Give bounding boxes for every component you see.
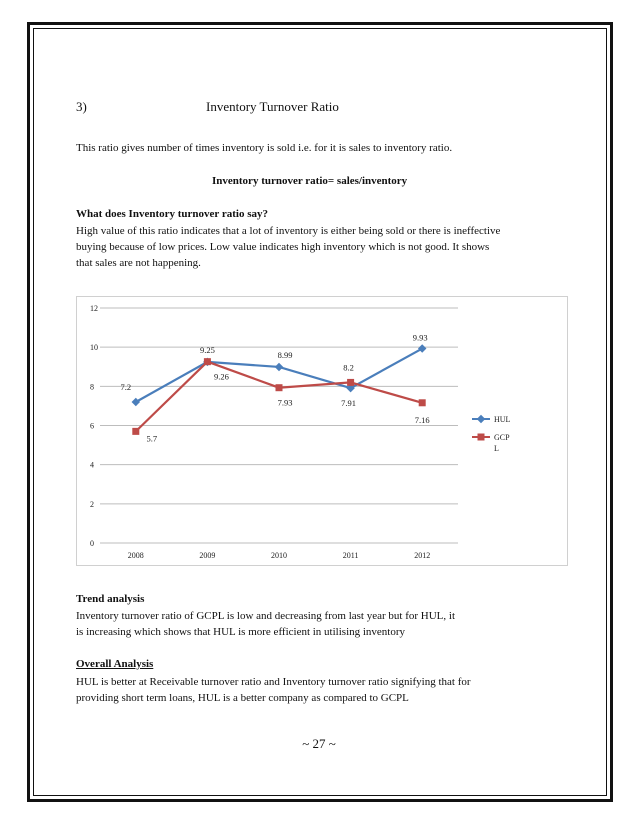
- point-gcpl: [204, 358, 211, 365]
- y-tick-label: 2: [90, 499, 94, 509]
- y-tick-label: 12: [90, 304, 98, 313]
- point-hul: [275, 363, 283, 371]
- x-tick-label: 2009: [199, 551, 216, 560]
- trend-line-1: Inventory turnover ratio of GCPL is low and decreasing from last year but for HUL, it: [76, 610, 455, 622]
- inventory-turnover-chart: [76, 296, 568, 566]
- data-label-gcpl: 7.93: [277, 397, 293, 408]
- legend-label-gcpl-1: GCP: [494, 433, 510, 442]
- legend-marker-hul: [477, 415, 485, 423]
- section-number: 3): [76, 99, 87, 114]
- overall-heading: Overall Analysis: [76, 658, 154, 670]
- data-label-gcpl: 8.2: [343, 362, 354, 373]
- data-label-hul: 8.99: [277, 349, 293, 360]
- what-heading: What does Inventory turnover ratio say?: [76, 208, 268, 220]
- x-tick-label: 2010: [271, 551, 287, 560]
- point-gcpl: [347, 379, 354, 386]
- y-tick-label: 0: [90, 539, 94, 548]
- point-hul: [132, 398, 140, 406]
- section-title: Inventory Turnover Ratio: [206, 99, 339, 114]
- data-label-hul: 7.2: [120, 382, 132, 392]
- intro-text: This ratio gives number of times inventory is sold i.e. for it is sales to inventory ratio.: [76, 142, 453, 154]
- trend-line-2: is increasing which shows that HUL is more efficient in utilising inventory: [76, 626, 406, 638]
- trend-heading: Trend analysis: [76, 593, 145, 605]
- overall-line-1: HUL is better at Receivable turnover ratio and Inventory turnover ratio signifying that for: [76, 676, 471, 688]
- data-label-hul: 9.25: [199, 344, 215, 355]
- point-gcpl: [419, 399, 426, 406]
- data-label-gcpl: 5.7: [146, 433, 158, 444]
- x-tick-label: 2011: [342, 551, 359, 560]
- formula-text: Inventory turnover ratio= sales/inventory: [212, 175, 408, 187]
- y-tick-label: 10: [90, 343, 98, 353]
- legend-marker-gcpl: [478, 434, 485, 441]
- point-gcpl: [132, 428, 139, 435]
- what-line-2: buying because of low prices. Low value indicates high inventory which is not good. It shows: [76, 241, 490, 253]
- legend-label-hul: HUL: [494, 415, 511, 424]
- what-line-3: that sales are not happening.: [76, 257, 201, 269]
- what-line-1: High value of this ratio indicates that a lot of inventory is either being sold or there is ineffective: [76, 225, 501, 237]
- y-tick-label: 8: [90, 382, 94, 392]
- point-gcpl: [276, 384, 283, 391]
- x-tick-label: 2008: [127, 551, 144, 560]
- y-tick-label: 4: [90, 460, 94, 470]
- data-label-gcpl: 7.16: [414, 414, 430, 425]
- page-number: ~ 27 ~: [302, 736, 336, 751]
- x-tick-label: 2012: [414, 551, 431, 560]
- data-label-hul: 9.93: [412, 332, 428, 343]
- y-tick-label: 6: [90, 421, 94, 431]
- legend-label-gcpl-2: L: [494, 444, 499, 453]
- overall-line-2: providing short term loans, HUL is a better company as compared to GCPL: [76, 692, 409, 704]
- point-hul: [418, 344, 426, 352]
- data-label-hul: 7.91: [341, 398, 357, 409]
- data-label-gcpl: 9.26: [213, 371, 229, 382]
